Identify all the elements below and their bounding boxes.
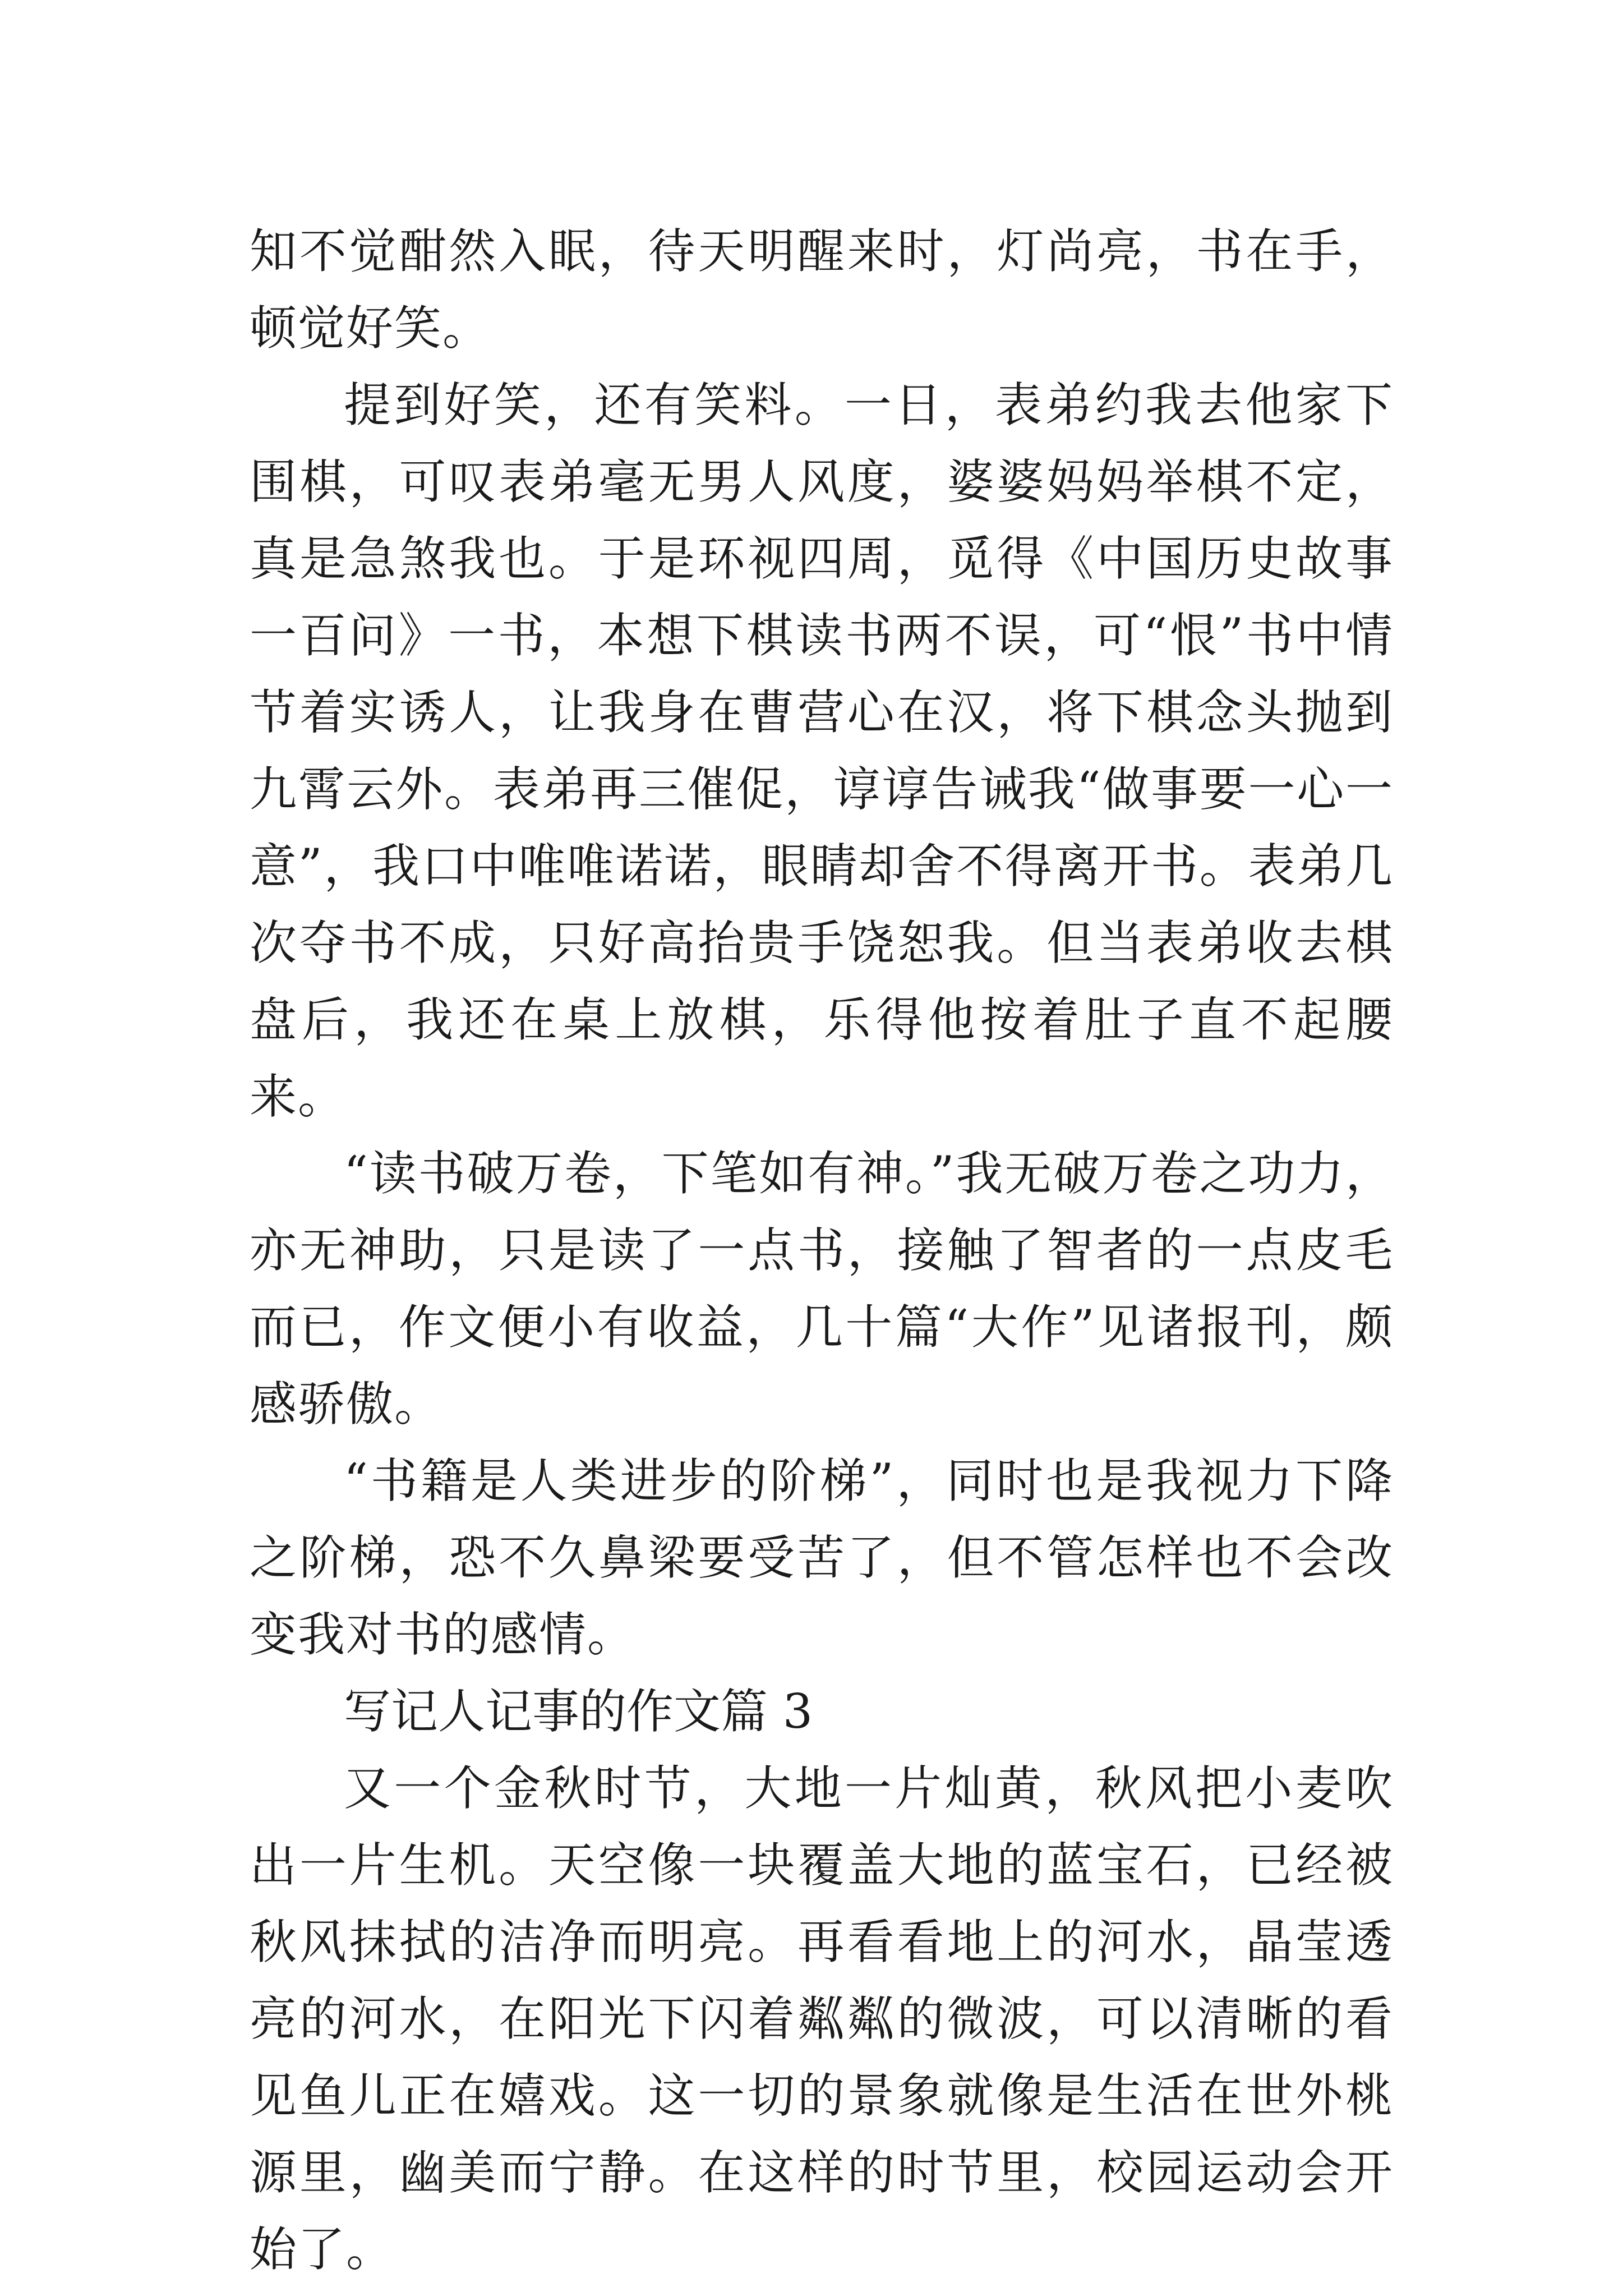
paragraph-continuation: 知不觉酣然入眠，待天明醒来时，灯尚亮，书在手，顿觉好笑。 [250,224,1394,356]
section-heading: 写记人记事的作文篇 3 [344,1684,813,1739]
paragraph-reading-quote: “读书破万卷，下笔如有神。”我无破万卷之功力，亦无神助，只是读了一点书，接触了智者的一点皮毛而已，作文便小有收益，几十篇“大作”见诸报刊，颇感骄傲。 [250,1146,1394,1432]
paragraph-books-ladder: “书籍是人类进步的阶梯”，同时也是我视力下降之阶梯，恐不久鼻梁要受苦了，但不管怎样也不会改变我对书的感情。 [250,1453,1394,1662]
paragraph-go-story: 提到好笑，还有笑料。一日，表弟约我去他家下围棋，可叹表弟毫无男人风度，婆婆妈妈举棋不定，真是急煞我也。于是环视四周，觅得《中国历史故事一百问》一书，本想下棋读书两不误，可“恨”书中情节着实诱人，让我身在曹营心在汉，将下棋念头抛到九霄云外。表弟再三催促，谆谆告诫我“做事要一心一意”，我口中唯唯诺诺，眼睛却舍不得离开书。表弟几次夺书不成，只好高抬贵手饶恕我。但当表弟收去棋盘后，我还在桌上放棋，乐得他按着肚子直不起腰来。 [250,378,1394,1124]
document-page [250,213,1394,2288]
paragraph-autumn: 又一个金秋时节，大地一片灿黄，秋风把小麦吹出一片生机。天空像一块覆盖大地的蓝宝石，已经被秋风抹拭的洁净而明亮。再看看地上的河水，晶莹透亮的河水，在阳光下闪着粼粼的微波，可以清晰的看见鱼儿正在嬉戏。这一切的景象就像是生活在世外桃源里，幽美而宁静。在这样的时节里，校园运动会开始了。 [250,1761,1394,2277]
